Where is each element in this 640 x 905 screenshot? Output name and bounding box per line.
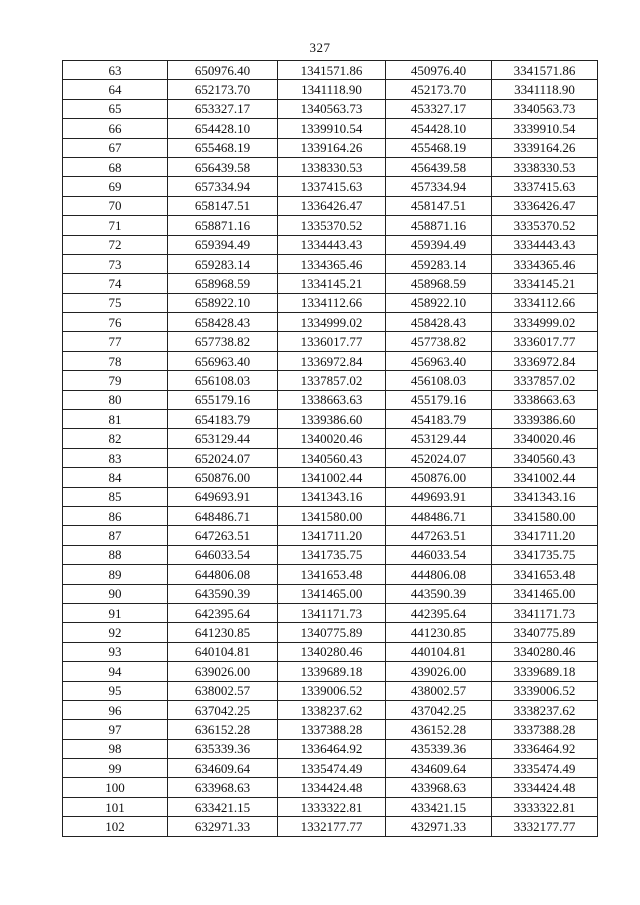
x2-coordinate-cell: 458871.16	[386, 216, 492, 235]
y2-coordinate-cell: 3340280.46	[492, 642, 598, 661]
y2-coordinate-cell: 3341735.75	[492, 545, 598, 564]
table-row	[63, 623, 598, 642]
y2-coordinate-cell: 3341002.44	[492, 468, 598, 487]
x2-coordinate-cell: 432971.33	[386, 817, 492, 836]
y-coordinate-cell: 1340563.73	[278, 99, 386, 118]
x-coordinate-cell: 658922.10	[168, 293, 278, 312]
y-coordinate-cell: 1334999.02	[278, 313, 386, 332]
y-coordinate-cell: 1339006.52	[278, 681, 386, 700]
table-row	[63, 526, 598, 545]
table-row	[63, 274, 598, 293]
point-number-cell: 77	[63, 332, 168, 351]
table-row	[63, 138, 598, 157]
point-number-cell: 76	[63, 313, 168, 332]
x-coordinate-cell: 636152.28	[168, 720, 278, 739]
y2-coordinate-cell: 3341171.73	[492, 603, 598, 622]
x2-coordinate-cell: 447263.51	[386, 526, 492, 545]
table-row	[63, 390, 598, 409]
point-number-cell: 84	[63, 468, 168, 487]
point-number-cell: 75	[63, 293, 168, 312]
x-coordinate-cell: 638002.57	[168, 681, 278, 700]
y-coordinate-cell: 1336464.92	[278, 739, 386, 758]
point-number-cell: 71	[63, 216, 168, 235]
x2-coordinate-cell: 435339.36	[386, 739, 492, 758]
y2-coordinate-cell: 3334112.66	[492, 293, 598, 312]
y2-coordinate-cell: 3339910.54	[492, 119, 598, 138]
page-number: 327	[309, 40, 331, 55]
table-row	[63, 177, 598, 196]
y-coordinate-cell: 1341580.00	[278, 506, 386, 525]
y2-coordinate-cell: 3339386.60	[492, 410, 598, 429]
x-coordinate-cell: 650976.40	[168, 61, 278, 80]
y2-coordinate-cell: 3339006.52	[492, 681, 598, 700]
y-coordinate-cell: 1338237.62	[278, 700, 386, 719]
y-coordinate-cell: 1334365.46	[278, 254, 386, 273]
table-row	[63, 662, 598, 681]
point-number-cell: 73	[63, 254, 168, 273]
table-row	[63, 797, 598, 816]
x-coordinate-cell: 653327.17	[168, 99, 278, 118]
table-row	[63, 584, 598, 603]
y2-coordinate-cell: 3338237.62	[492, 700, 598, 719]
y2-coordinate-cell: 3334999.02	[492, 313, 598, 332]
point-number-cell: 85	[63, 487, 168, 506]
x2-coordinate-cell: 454428.10	[386, 119, 492, 138]
y2-coordinate-cell: 3336017.77	[492, 332, 598, 351]
y2-coordinate-cell: 3334424.48	[492, 778, 598, 797]
point-number-cell: 90	[63, 584, 168, 603]
y-coordinate-cell: 1332177.77	[278, 817, 386, 836]
y2-coordinate-cell: 3339689.18	[492, 662, 598, 681]
y-coordinate-cell: 1336017.77	[278, 332, 386, 351]
y-coordinate-cell: 1341571.86	[278, 61, 386, 80]
x-coordinate-cell: 648486.71	[168, 506, 278, 525]
x-coordinate-cell: 642395.64	[168, 603, 278, 622]
x2-coordinate-cell: 438002.57	[386, 681, 492, 700]
y-coordinate-cell: 1341465.00	[278, 584, 386, 603]
point-number-cell: 82	[63, 429, 168, 448]
point-number-cell: 66	[63, 119, 168, 138]
table-row	[63, 410, 598, 429]
x-coordinate-cell: 650876.00	[168, 468, 278, 487]
x-coordinate-cell: 632971.33	[168, 817, 278, 836]
x-coordinate-cell: 658871.16	[168, 216, 278, 235]
y-coordinate-cell: 1333322.81	[278, 797, 386, 816]
x-coordinate-cell: 640104.81	[168, 642, 278, 661]
point-number-cell: 69	[63, 177, 168, 196]
y-coordinate-cell: 1339164.26	[278, 138, 386, 157]
x2-coordinate-cell: 442395.64	[386, 603, 492, 622]
table-row	[63, 80, 598, 99]
y-coordinate-cell: 1338663.63	[278, 390, 386, 409]
y-coordinate-cell: 1341343.16	[278, 487, 386, 506]
y2-coordinate-cell: 3341580.00	[492, 506, 598, 525]
x-coordinate-cell: 659394.49	[168, 235, 278, 254]
x-coordinate-cell: 656439.58	[168, 157, 278, 176]
point-number-cell: 89	[63, 565, 168, 584]
point-number-cell: 97	[63, 720, 168, 739]
table-row	[63, 642, 598, 661]
y-coordinate-cell: 1341002.44	[278, 468, 386, 487]
table-row	[63, 487, 598, 506]
point-number-cell: 80	[63, 390, 168, 409]
x2-coordinate-cell: 436152.28	[386, 720, 492, 739]
y-coordinate-cell: 1340560.43	[278, 448, 386, 467]
x-coordinate-cell: 652024.07	[168, 448, 278, 467]
x-coordinate-cell: 658968.59	[168, 274, 278, 293]
x2-coordinate-cell: 454183.79	[386, 410, 492, 429]
x2-coordinate-cell: 459394.49	[386, 235, 492, 254]
table-row	[63, 778, 598, 797]
point-number-cell: 78	[63, 351, 168, 370]
x-coordinate-cell: 658428.43	[168, 313, 278, 332]
table-row	[63, 429, 598, 448]
x2-coordinate-cell: 441230.85	[386, 623, 492, 642]
x-coordinate-cell: 654183.79	[168, 410, 278, 429]
table-row	[63, 739, 598, 758]
table-row	[63, 119, 598, 138]
table-row	[63, 235, 598, 254]
y2-coordinate-cell: 3335474.49	[492, 759, 598, 778]
y-coordinate-cell: 1336972.84	[278, 351, 386, 370]
y2-coordinate-cell: 3341465.00	[492, 584, 598, 603]
x2-coordinate-cell: 450876.00	[386, 468, 492, 487]
x2-coordinate-cell: 444806.08	[386, 565, 492, 584]
table-row	[63, 332, 598, 351]
x-coordinate-cell: 643590.39	[168, 584, 278, 603]
point-number-cell: 91	[63, 603, 168, 622]
y-coordinate-cell: 1335474.49	[278, 759, 386, 778]
y2-coordinate-cell: 3337857.02	[492, 371, 598, 390]
x2-coordinate-cell: 434609.64	[386, 759, 492, 778]
x2-coordinate-cell: 437042.25	[386, 700, 492, 719]
y2-coordinate-cell: 3340560.43	[492, 448, 598, 467]
table-row	[63, 565, 598, 584]
x2-coordinate-cell: 453129.44	[386, 429, 492, 448]
y-coordinate-cell: 1334443.43	[278, 235, 386, 254]
x2-coordinate-cell: 440104.81	[386, 642, 492, 661]
x-coordinate-cell: 635339.36	[168, 739, 278, 758]
x-coordinate-cell: 641230.85	[168, 623, 278, 642]
y2-coordinate-cell: 3334443.43	[492, 235, 598, 254]
x2-coordinate-cell: 456963.40	[386, 351, 492, 370]
y-coordinate-cell: 1341118.90	[278, 80, 386, 99]
point-number-cell: 96	[63, 700, 168, 719]
y2-coordinate-cell: 3341571.86	[492, 61, 598, 80]
point-number-cell: 99	[63, 759, 168, 778]
table-row	[63, 506, 598, 525]
y-coordinate-cell: 1336426.47	[278, 196, 386, 215]
point-number-cell: 98	[63, 739, 168, 758]
table-row	[63, 371, 598, 390]
table-row	[63, 351, 598, 370]
point-number-cell: 88	[63, 545, 168, 564]
table-row	[63, 759, 598, 778]
point-number-cell: 81	[63, 410, 168, 429]
y2-coordinate-cell: 3340775.89	[492, 623, 598, 642]
point-number-cell: 68	[63, 157, 168, 176]
table-row	[63, 196, 598, 215]
point-number-cell: 65	[63, 99, 168, 118]
x2-coordinate-cell: 446033.54	[386, 545, 492, 564]
point-number-cell: 74	[63, 274, 168, 293]
y-coordinate-cell: 1341653.48	[278, 565, 386, 584]
y-coordinate-cell: 1335370.52	[278, 216, 386, 235]
table-row	[63, 293, 598, 312]
y-coordinate-cell: 1341171.73	[278, 603, 386, 622]
x-coordinate-cell: 633421.15	[168, 797, 278, 816]
y2-coordinate-cell: 3336464.92	[492, 739, 598, 758]
y2-coordinate-cell: 3339164.26	[492, 138, 598, 157]
x-coordinate-cell: 649693.91	[168, 487, 278, 506]
point-number-cell: 102	[63, 817, 168, 836]
x-coordinate-cell: 657334.94	[168, 177, 278, 196]
y-coordinate-cell: 1337388.28	[278, 720, 386, 739]
x-coordinate-cell: 653129.44	[168, 429, 278, 448]
table-row	[63, 61, 598, 80]
y2-coordinate-cell: 3334365.46	[492, 254, 598, 273]
y2-coordinate-cell: 3341711.20	[492, 526, 598, 545]
x-coordinate-cell: 634609.64	[168, 759, 278, 778]
x-coordinate-cell: 654428.10	[168, 119, 278, 138]
x2-coordinate-cell: 453327.17	[386, 99, 492, 118]
table-row	[63, 448, 598, 467]
x-coordinate-cell: 657738.82	[168, 332, 278, 351]
y2-coordinate-cell: 3336972.84	[492, 351, 598, 370]
x2-coordinate-cell: 458428.43	[386, 313, 492, 332]
x-coordinate-cell: 633968.63	[168, 778, 278, 797]
table-row	[63, 681, 598, 700]
x2-coordinate-cell: 458147.51	[386, 196, 492, 215]
y2-coordinate-cell: 3340563.73	[492, 99, 598, 118]
y2-coordinate-cell: 3341653.48	[492, 565, 598, 584]
table-row	[63, 313, 598, 332]
y-coordinate-cell: 1341711.20	[278, 526, 386, 545]
y-coordinate-cell: 1338330.53	[278, 157, 386, 176]
table-row	[63, 99, 598, 118]
y-coordinate-cell: 1339386.60	[278, 410, 386, 429]
table-row	[63, 700, 598, 719]
x2-coordinate-cell: 457334.94	[386, 177, 492, 196]
y2-coordinate-cell: 3340020.46	[492, 429, 598, 448]
point-number-cell: 92	[63, 623, 168, 642]
point-number-cell: 86	[63, 506, 168, 525]
table-row	[63, 254, 598, 273]
y2-coordinate-cell: 3341343.16	[492, 487, 598, 506]
point-number-cell: 67	[63, 138, 168, 157]
y-coordinate-cell: 1334112.66	[278, 293, 386, 312]
x-coordinate-cell: 655179.16	[168, 390, 278, 409]
y-coordinate-cell: 1340775.89	[278, 623, 386, 642]
x-coordinate-cell: 656963.40	[168, 351, 278, 370]
y-coordinate-cell: 1334145.21	[278, 274, 386, 293]
coordinates-table-body	[63, 61, 598, 837]
y-coordinate-cell: 1334424.48	[278, 778, 386, 797]
point-number-cell: 100	[63, 778, 168, 797]
x2-coordinate-cell: 458968.59	[386, 274, 492, 293]
y2-coordinate-cell: 3333322.81	[492, 797, 598, 816]
y2-coordinate-cell: 3341118.90	[492, 80, 598, 99]
y2-coordinate-cell: 3336426.47	[492, 196, 598, 215]
y-coordinate-cell: 1339910.54	[278, 119, 386, 138]
x2-coordinate-cell: 443590.39	[386, 584, 492, 603]
y-coordinate-cell: 1340280.46	[278, 642, 386, 661]
y2-coordinate-cell: 3338330.53	[492, 157, 598, 176]
point-number-cell: 79	[63, 371, 168, 390]
y-coordinate-cell: 1341735.75	[278, 545, 386, 564]
x-coordinate-cell: 652173.70	[168, 80, 278, 99]
y2-coordinate-cell: 3337388.28	[492, 720, 598, 739]
y-coordinate-cell: 1339689.18	[278, 662, 386, 681]
point-number-cell: 95	[63, 681, 168, 700]
point-number-cell: 101	[63, 797, 168, 816]
y-coordinate-cell: 1337857.02	[278, 371, 386, 390]
x-coordinate-cell: 655468.19	[168, 138, 278, 157]
x2-coordinate-cell: 458922.10	[386, 293, 492, 312]
x2-coordinate-cell: 452024.07	[386, 448, 492, 467]
x2-coordinate-cell: 439026.00	[386, 662, 492, 681]
x-coordinate-cell: 658147.51	[168, 196, 278, 215]
point-number-cell: 87	[63, 526, 168, 545]
x-coordinate-cell: 637042.25	[168, 700, 278, 719]
table-row	[63, 468, 598, 487]
y-coordinate-cell: 1337415.63	[278, 177, 386, 196]
y2-coordinate-cell: 3334145.21	[492, 274, 598, 293]
point-number-cell: 64	[63, 80, 168, 99]
y-coordinate-cell: 1340020.46	[278, 429, 386, 448]
x-coordinate-cell: 646033.54	[168, 545, 278, 564]
x2-coordinate-cell: 449693.91	[386, 487, 492, 506]
x2-coordinate-cell: 455468.19	[386, 138, 492, 157]
point-number-cell: 83	[63, 448, 168, 467]
x2-coordinate-cell: 456439.58	[386, 157, 492, 176]
x2-coordinate-cell: 455179.16	[386, 390, 492, 409]
x-coordinate-cell: 639026.00	[168, 662, 278, 681]
x2-coordinate-cell: 457738.82	[386, 332, 492, 351]
y2-coordinate-cell: 3335370.52	[492, 216, 598, 235]
point-number-cell: 63	[63, 61, 168, 80]
point-number-cell: 72	[63, 235, 168, 254]
point-number-cell: 93	[63, 642, 168, 661]
table-row	[63, 817, 598, 836]
point-number-cell: 70	[63, 196, 168, 215]
x-coordinate-cell: 656108.03	[168, 371, 278, 390]
x2-coordinate-cell: 433968.63	[386, 778, 492, 797]
coordinates-table	[62, 60, 598, 837]
y2-coordinate-cell: 3337415.63	[492, 177, 598, 196]
y2-coordinate-cell: 3338663.63	[492, 390, 598, 409]
x-coordinate-cell: 659283.14	[168, 254, 278, 273]
table-row	[63, 545, 598, 564]
x-coordinate-cell: 647263.51	[168, 526, 278, 545]
table-row	[63, 216, 598, 235]
table-row	[63, 157, 598, 176]
table-row	[63, 720, 598, 739]
point-number-cell: 94	[63, 662, 168, 681]
x2-coordinate-cell: 433421.15	[386, 797, 492, 816]
x2-coordinate-cell: 448486.71	[386, 506, 492, 525]
x2-coordinate-cell: 452173.70	[386, 80, 492, 99]
x2-coordinate-cell: 459283.14	[386, 254, 492, 273]
table-row	[63, 603, 598, 622]
x2-coordinate-cell: 456108.03	[386, 371, 492, 390]
x-coordinate-cell: 644806.08	[168, 565, 278, 584]
x2-coordinate-cell: 450976.40	[386, 61, 492, 80]
y2-coordinate-cell: 3332177.77	[492, 817, 598, 836]
